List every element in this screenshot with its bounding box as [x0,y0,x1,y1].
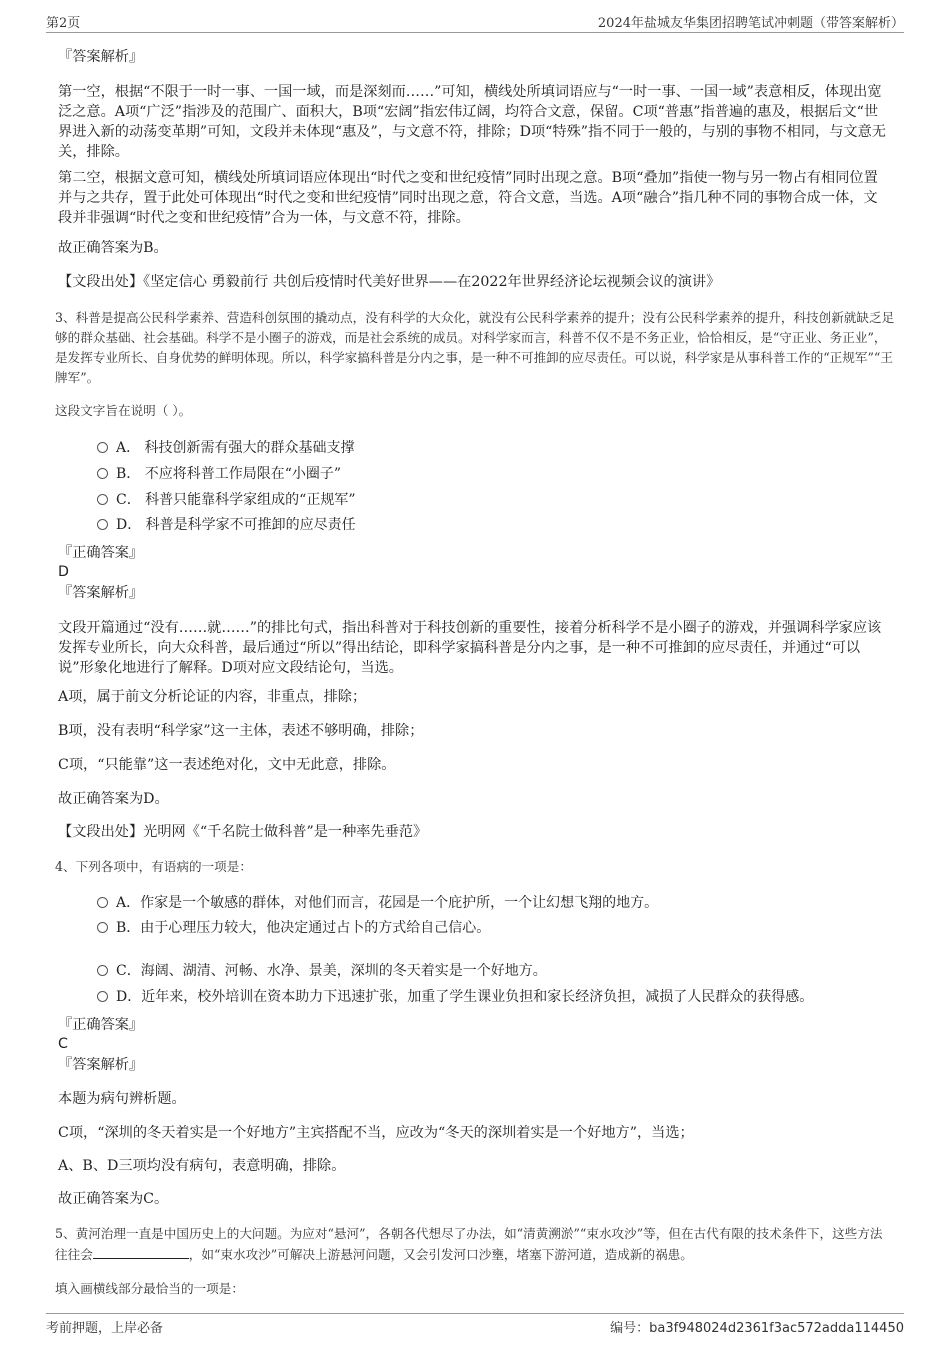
document-code: 编号：ba3f948024d2361f3ac572adda114450 [610,1321,904,1336]
q3-option-b[interactable]: B． 不应将科普工作局限在“小圈子” [97,464,341,484]
q3-source: 【文段出处】光明网《“千名院士做科普”是一种率先垂范》 [58,824,428,840]
radio-icon[interactable] [97,468,108,479]
radio-icon[interactable] [97,519,108,530]
q3-conclusion: 故正确答案为D。 [58,791,169,807]
q3-analysis: 文段开篇通过“没有……就……”的排比句式，指出科普对于科技创新的重要性，接着分析科学不是小圈子的游戏，并强调科学家应该发挥专业所长，向大众科普，最后通过“所以”得出结论，即科学家搞科普是分内之事，是一种不可推卸的应尽责任，并通过“可以说”形象化地进行了解释。D项对应文段结论句，当选。 [58,620,882,676]
radio-icon[interactable] [97,922,108,933]
q3-stem: 3、科普是提高公民科学素养、营造科创氛围的撬动点，没有科学的大众化，就没有公民科学素养的提升；没有公民科学素养的提升，科技创新就缺乏足够的群众基础、社会基础。科学不是小圈子的游戏，而是社会系统的成员。对科学家而言，科普不仅不是不务正业，恰恰相反，是“守正业、务正业”，是发挥专业所长、自身优势的鲜明体现。所以，科学家搞科普是分内之事，是一种不可推卸的应尽责任。可以说，科学家是从事科普工作的“正规军”“王牌军”。 [55,310,895,385]
q4-option-a[interactable]: A．作家是一个敏感的群体，对他们而言，花园是一个庇护所，一个让幻想飞翔的地方。 [97,893,658,913]
q3-question: 这段文字旨在说明（ ）。 [55,403,192,418]
q4-answer-label: 『正确答案』 [58,1017,144,1033]
q4-conclusion: 故正确答案为C。 [58,1191,169,1207]
q4-analysis-p1: 本题为病句辨析题。 [58,1091,186,1107]
radio-icon[interactable] [97,442,108,453]
q3-answer-label: 『正确答案』 [58,545,144,561]
radio-icon[interactable] [97,991,108,1002]
q2-analysis-label: 『答案解析』 [58,49,144,65]
q3-option-c[interactable]: C． 科普只能靠科学家组成的“正规军” [97,490,355,510]
footer-slogan: 考前押题，上岸必备 [46,1321,164,1336]
q2-analysis-p1: 第一空，根据“不限于一时一事、一国一域，而是深刻而……”可知，横线处所填词语应与“一时一事、一国一域”表意相反，体现出宽泛之意。A项“广泛”指涉及的范围广、面积大，B项“宏阔”指宏伟辽阔，均符合文意，保留。C项“普惠”指普遍的惠及，根据后文“世界进入新的动荡变革期”可知，文段并未体现“惠及”，与文意不符，排除；D项“特殊”指不同于一般的，与别的事物不相同，与文意无关，排除。 [58,84,886,160]
q4-analysis-label: 『答案解析』 [58,1057,144,1073]
page-header [46,12,904,33]
q3-answer: D [58,564,69,580]
q4-stem: 4、下列各项中，有语病的一项是： [55,859,252,874]
q3-analysis-a: A项，属于前文分析论证的内容，非重点，排除； [58,689,367,705]
page-number: 第2页 [46,16,81,31]
page-footer [46,1313,904,1336]
q5-stem: 5、黄河治理一直是中国历史上的大问题。为应对“悬河”，各朝各代想尽了办法，如“清黄溯淤”“束水攻沙”等，但在古代有限的技术条件下，这些方法往往会 ，如“束水攻沙”可解决上游悬河问题，又会引发河口沙壅，堵塞下游河道，造成新的祸患。 [55,1226,883,1262]
q2-analysis-p2: 第二空，根据文意可知，横线处所填词语应体现出“时代之变和世纪疫情”同时出现之意。B项“叠加”指使一物与另一物占有相同位置并与之共存，置于此处可体现出“时代之变和世纪疫情”同时出现之意，符合文意，当选。A项“融合”指几种不同的事物合成一体，文段并非强调“时代之变和世纪疫情”合为一体，与文意不符，排除。 [58,170,878,226]
q3-option-d[interactable]: D． 科普是科学家不可推卸的应尽责任 [97,515,356,535]
radio-icon[interactable] [97,897,108,908]
q4-analysis-p3: A、B、D三项均没有病句，表意明确，排除。 [58,1158,346,1174]
q3-analysis-b: B项，没有表明“科学家”这一主体，表述不够明确，排除； [58,723,424,739]
q4-option-d[interactable]: D．近年来，校外培训在资本助力下迅速扩张，加重了学生课业负担和家长经济负担，减损了人民群众的获得感。 [97,987,813,1007]
radio-icon[interactable] [97,494,108,505]
q2-source: 【文段出处】《坚定信心 勇毅前行 共创后疫情时代美好世界——在2022年世界经济论坛视频会议的演讲》 [58,274,721,290]
q3-analysis-label: 『答案解析』 [58,585,144,601]
q4-option-c[interactable]: C．海阔、湖清、河畅、水净、景美，深圳的冬天着实是一个好地方。 [97,961,547,981]
q3-analysis-c: C项，“只能靠”这一表述绝对化，文中无此意，排除。 [58,757,396,773]
q4-analysis-p2: C项，“深圳的冬天着实是一个好地方”主宾搭配不当，应改为“冬天的深圳着实是一个好地方”，当选； [58,1125,694,1141]
q4-answer: C [58,1036,68,1052]
answer-blank [93,1244,189,1259]
q5-question: 填入画横线部分最恰当的一项是： [55,1281,244,1296]
q2-conclusion: 故正确答案为B。 [58,240,168,256]
document-title: 2024年盐城友华集团招聘笔试冲刺题（带答案解析） [597,16,904,31]
q4-option-b[interactable]: B．由于心理压力较大，他决定通过占卜的方式给自己信心。 [97,918,490,938]
radio-icon[interactable] [97,965,108,976]
q3-option-a[interactable]: A． 科技创新需有强大的群众基础支撑 [97,438,355,458]
